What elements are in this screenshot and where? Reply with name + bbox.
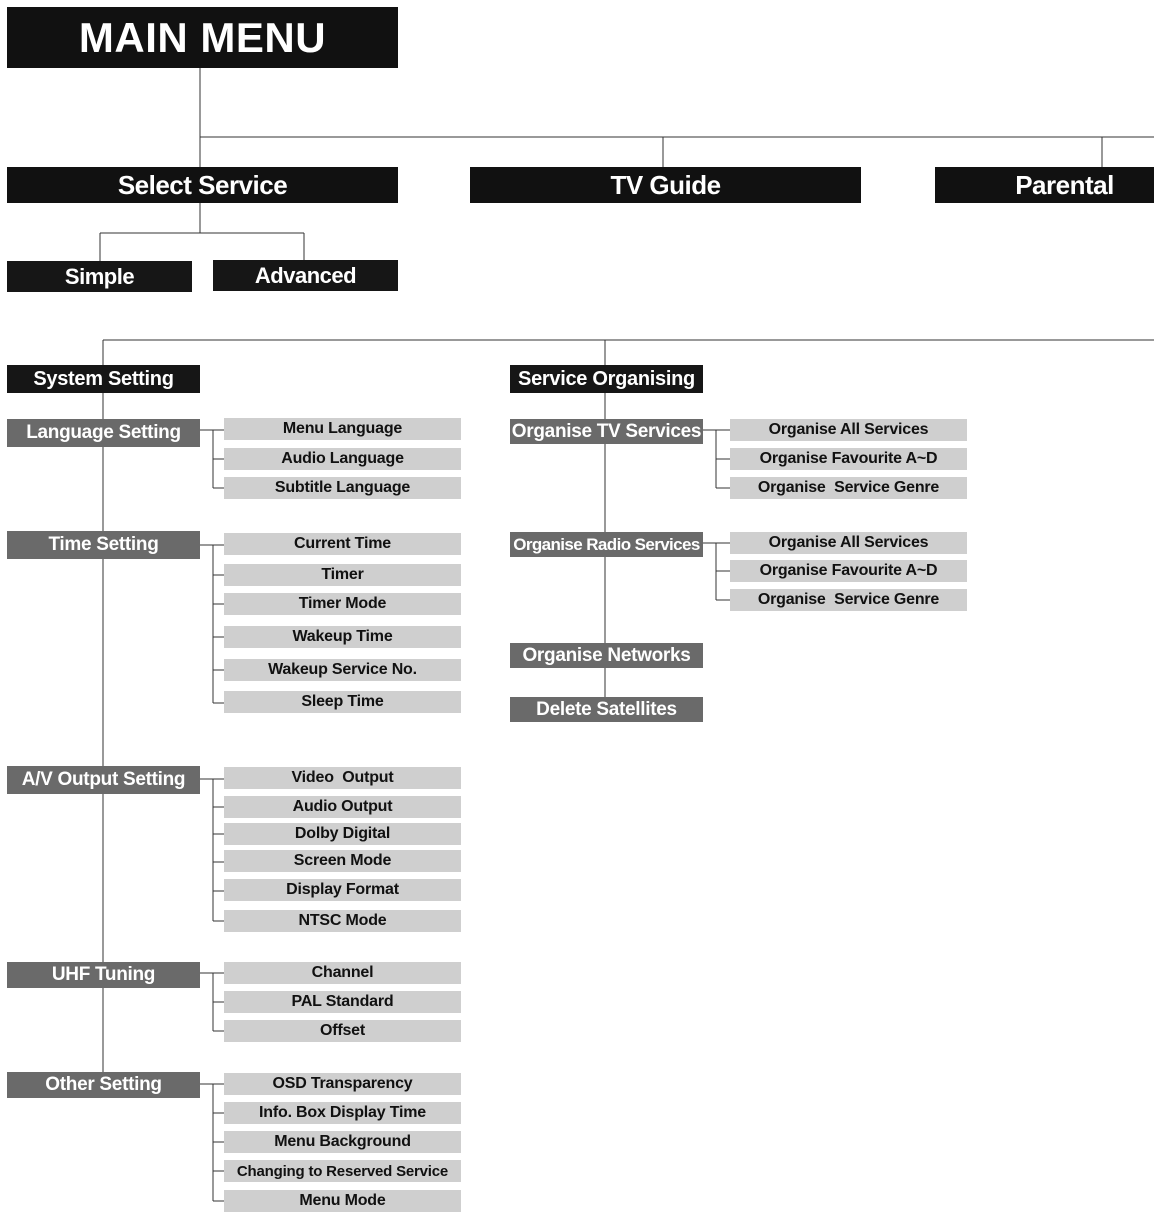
ntsc-mode-item: NTSC Mode: [224, 910, 461, 932]
display-format-item: Display Format: [224, 879, 461, 901]
menu-language-item: Menu Language: [224, 418, 461, 440]
advanced-node: Advanced: [213, 260, 398, 291]
radio-organise-service-genre-item: Organise Service Genre: [730, 589, 967, 611]
wakeup-time-item: Wakeup Time: [224, 626, 461, 648]
info-box-display-time-item: Info. Box Display Time: [224, 1102, 461, 1124]
simple-node: Simple: [7, 261, 192, 292]
tv-organise-favourite-item: Organise Favourite A~D: [730, 448, 967, 470]
tv-organise-service-genre-item: Organise Service Genre: [730, 477, 967, 499]
main-menu-title: MAIN MENU: [7, 7, 398, 68]
audio-language-item: Audio Language: [224, 448, 461, 470]
uhf-tuning-node: UHF Tuning: [7, 962, 200, 988]
parental-node: Parental: [935, 167, 1154, 203]
other-setting-node: Other Setting: [7, 1072, 200, 1098]
menu-background-item: Menu Background: [224, 1131, 461, 1153]
tv-organise-all-services-item: Organise All Services: [730, 419, 967, 441]
organise-tv-services-node: Organise TV Services: [510, 419, 703, 444]
menu-mode-item: Menu Mode: [224, 1190, 461, 1212]
select-service-node: Select Service: [7, 167, 398, 203]
channel-item: Channel: [224, 962, 461, 984]
current-time-item: Current Time: [224, 533, 461, 555]
offset-item: Offset: [224, 1020, 461, 1042]
changing-to-reserved-service-item: Changing to Reserved Service: [224, 1160, 461, 1182]
radio-organise-favourite-item: Organise Favourite A~D: [730, 560, 967, 582]
language-setting-node: Language Setting: [7, 419, 200, 447]
timer-item: Timer: [224, 564, 461, 586]
osd-transparency-item: OSD Transparency: [224, 1073, 461, 1095]
timer-mode-item: Timer Mode: [224, 593, 461, 615]
av-output-setting-node: A/V Output Setting: [7, 766, 200, 794]
radio-organise-all-services-item: Organise All Services: [730, 532, 967, 554]
audio-output-item: Audio Output: [224, 796, 461, 818]
service-organising-node: Service Organising: [510, 365, 703, 393]
video-output-item: Video Output: [224, 767, 461, 789]
pal-standard-item: PAL Standard: [224, 991, 461, 1013]
time-setting-node: Time Setting: [7, 531, 200, 559]
screen-mode-item: Screen Mode: [224, 850, 461, 872]
subtitle-language-item: Subtitle Language: [224, 477, 461, 499]
tv-guide-node: TV Guide: [470, 167, 861, 203]
sleep-time-item: Sleep Time: [224, 691, 461, 713]
delete-satellites-node: Delete Satellites: [510, 697, 703, 722]
system-setting-node: System Setting: [7, 365, 200, 393]
dolby-digital-item: Dolby Digital: [224, 823, 461, 845]
wakeup-service-no-item: Wakeup Service No.: [224, 659, 461, 681]
organise-networks-node: Organise Networks: [510, 643, 703, 668]
organise-radio-services-node: Organise Radio Services: [510, 532, 703, 557]
